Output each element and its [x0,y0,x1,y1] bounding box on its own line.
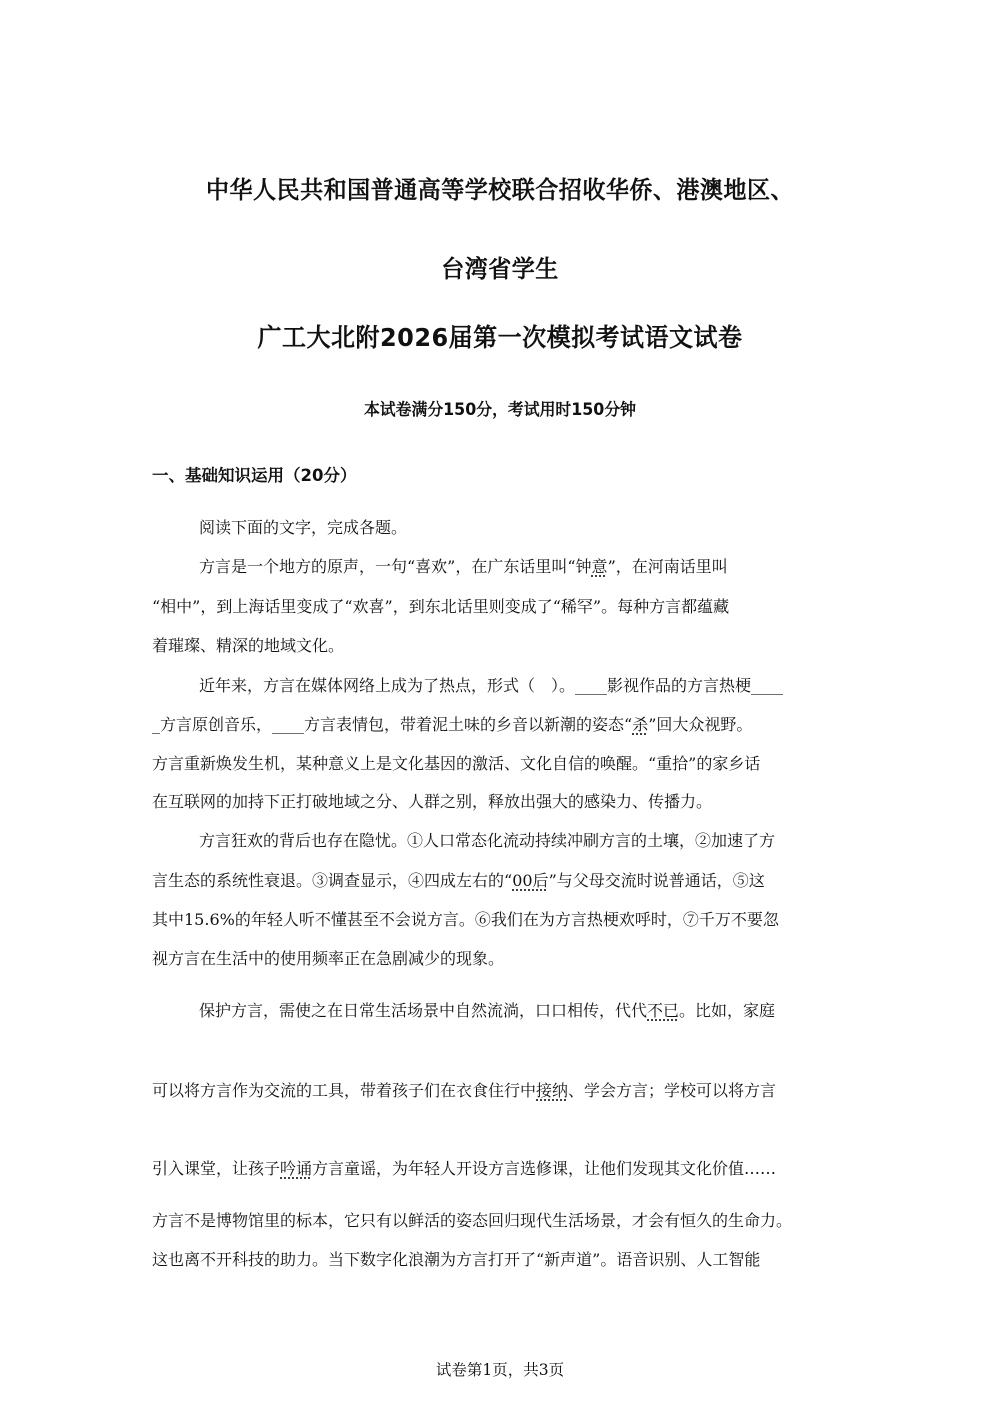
passage-line: 引入课堂，让孩子吟诵方言童谣，为年轻人开设方言选修课，让他们发现其文化价值…… [152,1159,777,1178]
passage-line: 可以将方言作为交流的工具，带着孩子们在衣食住行中接纳、学会方言；学校可以将方言 [152,1081,777,1100]
exam-title-line-3: 广工大北附2026届第一次模拟考试语文试卷 [257,323,743,352]
passage-line: 言生态的系统性衰退。③调查显示，④四成左右的“00后”与父母交流时说普通话，⑤这 [152,871,765,890]
dotted-word: 杀 [632,715,649,734]
passage-line: 方言不是博物馆里的标本，它只有以鲜活的姿态回归现代生活场景，才会有恒久的生命力。 [152,1211,793,1230]
passage-line: 在互联网的加持下正打破地域之分、人群之别，释放出强大的感染力、传播力。 [152,792,713,811]
passage-instruction: 阅读下面的文字，完成各题。 [199,518,408,537]
dotted-word: 00后 [512,871,549,890]
passage-line: 这也离不开科技的助力。当下数字化浪潮为方言打开了“新声道”。语音识别、人工智能 [152,1250,761,1269]
dotted-word: 接纳 [536,1081,569,1100]
passage-line: 方言是一个地方的原声，一句“喜欢”，在广东话里叫“钟意”，在河南话里叫 [199,557,728,576]
passage-line: 视方言在生活中的使用频率正在急剧减少的现象。 [152,949,505,968]
passage-line: _方言原创音乐，____方言表情包，带着泥土味的乡音以新潮的姿态“杀”回大众视野。 [152,715,753,734]
page-number: 试卷第1页，共3页 [435,1361,565,1379]
exam-subtitle: 本试卷满分150分，考试用时150分钟 [363,400,637,419]
passage-line: 近年来，方言在媒体网络上成为了热点，形式（ ）。____影视作品的方言热梗____ [199,676,784,695]
passage-line: 其中15.6%的年轻人听不懂甚至不会说方言。⑥我们在为方言热梗欢呼时，⑦千万不要忽 [152,910,779,929]
passage-line: 保护方言，需使之在日常生活场景中自然流淌，口口相传，代代不已。比如，家庭 [199,1001,776,1020]
passage-line: 着璀璨、精深的地域文化。 [152,636,345,655]
passage-line: 方言狂欢的背后也存在隐忧。①人口常态化流动持续冲刷方言的土壤，②加速了方 [199,831,776,850]
dotted-word: 意 [591,557,608,576]
passage-line: 方言重新焕发生机，某种意义上是文化基因的激活、文化自信的唤醒。“重拾”的家乡话 [152,754,761,773]
passage-line: “相中”，到上海话里变成了“欢喜”，到东北话里则变成了“稀罕”。每种方言都蕴藏 [152,597,730,616]
exam-title-line-2: 台湾省学生 [441,255,559,283]
dotted-word: 不已 [647,1001,680,1020]
section-heading: 一、基础知识运用（20分） [152,466,357,485]
exam-title-line-1: 中华人民共和国普通高等学校联合招收华侨、港澳地区、 [206,176,794,204]
dotted-word: 吟诵 [280,1159,313,1178]
